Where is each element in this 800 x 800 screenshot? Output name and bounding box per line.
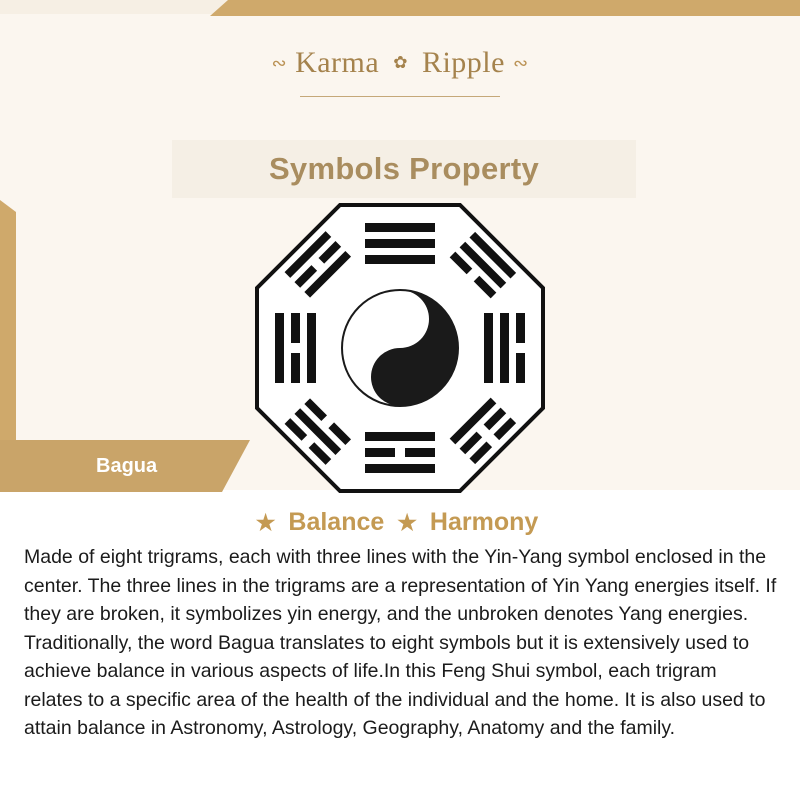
bagua-symbol <box>255 203 545 493</box>
page-title: Symbols Property <box>268 151 540 186</box>
logo-divider <box>300 96 500 97</box>
star-left-icon: ★ <box>255 510 276 535</box>
title-banner <box>172 140 636 198</box>
brand-name-second: Ripple <box>421 46 505 80</box>
brand-name-first: Karma <box>295 46 380 80</box>
keyword-harmony: Harmony <box>429 508 539 536</box>
top-right-gold-wedge <box>210 0 800 16</box>
star-middle-icon: ★ <box>397 510 417 535</box>
symbol-name-label: Bagua <box>96 455 158 477</box>
swirl-right-icon: ∾ <box>512 52 529 73</box>
description-paragraph: Made of eight trigrams, each with three lines with the Yin-Yang symbol enclosed in the center. The three lines in the trigrams are a representation of Yin Yang energies itself. If they are broken, it symbolizes yin energy, and the unbroken denotes Yang energies. Traditionally, the word Bagua translates to eight symbols but it is extensively used to achieve balance in various aspects of life.In this Feng Shui symbol, each trigram relates to a specific area of the health of the individual and the home. It is also used to attain balance in Astronomy, Astrology, Geography, Anatomy and the family. <box>24 546 777 739</box>
swirl-left-icon: ∾ <box>271 52 288 73</box>
top-left-cream-strip <box>0 0 236 14</box>
keywords-row <box>0 508 800 537</box>
keyword-balance: Balance <box>288 508 385 536</box>
lotus-icon: ✿ <box>393 53 408 73</box>
brand-logo <box>0 44 800 80</box>
